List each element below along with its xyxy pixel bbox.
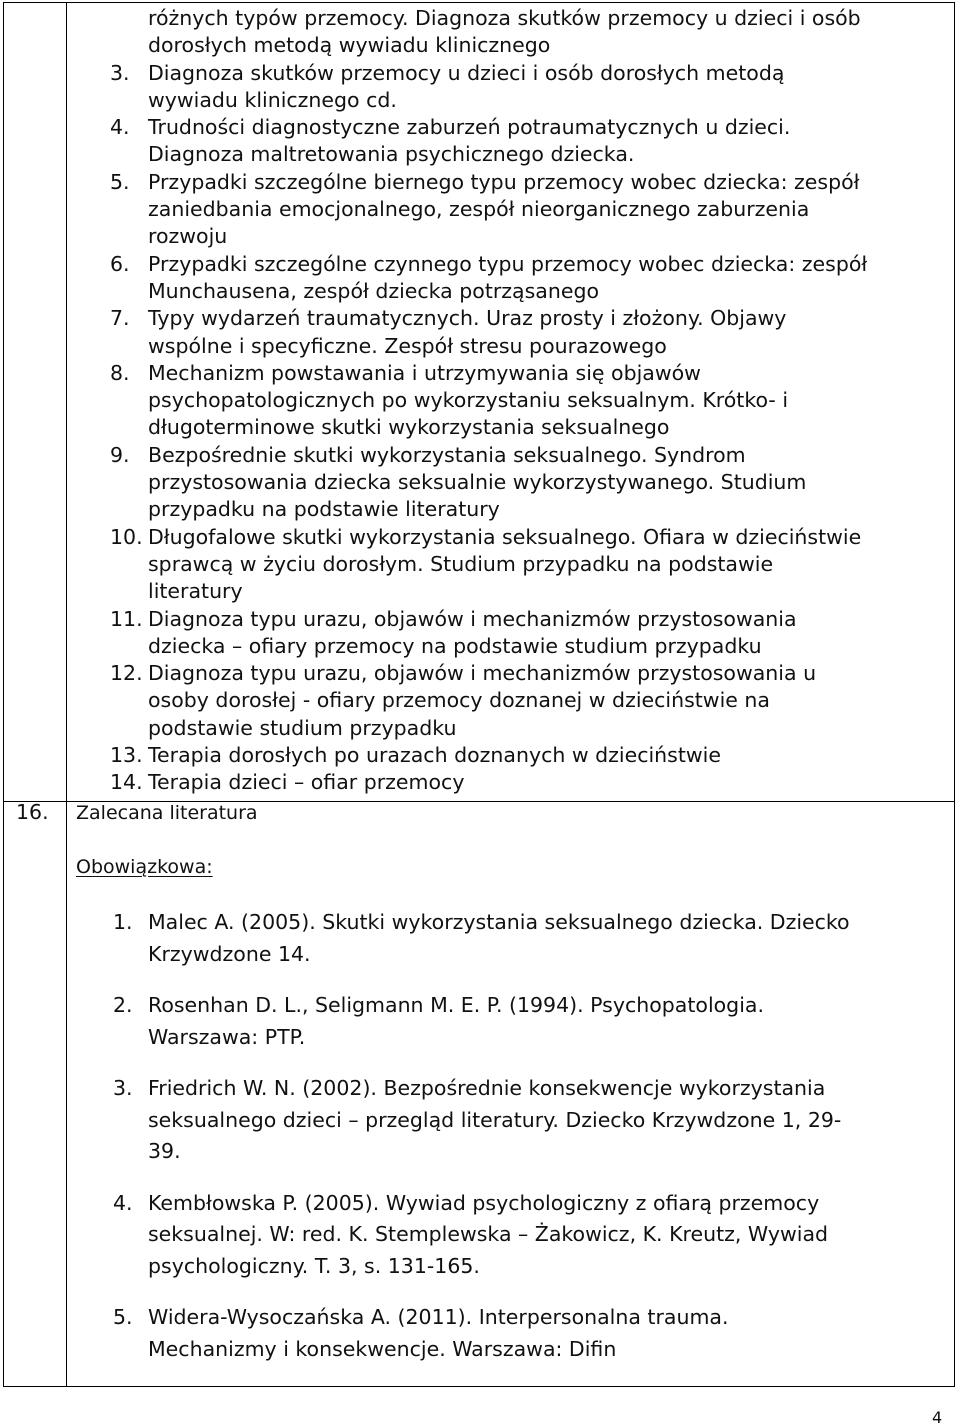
reference-line: 39.: [148, 1139, 181, 1163]
reference-line: Krzywdzone 14.: [148, 941, 311, 966]
topic-item: [0, 442, 940, 524]
topic-number: 14.: [110, 770, 143, 795]
topic-line: Przypadki szczególne biernego typu przemocy wobec dziecka: zespół: [148, 169, 860, 194]
topic-line: dziecka – ofiary przemocy na podstawie studium przypadku: [148, 633, 762, 658]
topic-lead-line: dorosłych metodą wywiadu klinicznego: [148, 33, 551, 58]
page-number: 4: [932, 1408, 943, 1427]
topic-number: 9.: [110, 442, 130, 467]
topic-line: podstawie studium przypadku: [148, 715, 457, 740]
topic-line: psychopatologicznych po wykorzystaniu seksualnym. Krótko- i: [148, 388, 789, 413]
reference-line: Rosenhan D. L., Seligmann M. E. P. (1994). Psychopatologia.: [148, 993, 764, 1017]
topic-number: 5.: [110, 169, 130, 194]
topic-line: Typy wydarzeń traumatycznych. Uraz prosty i złożony. Objawy: [148, 306, 787, 331]
topic-number: 6.: [110, 251, 130, 276]
topic-line: Diagnoza typu urazu, objawów i mechanizmów przystosowania u: [148, 661, 817, 686]
topic-line: Diagnoza skutków przemocy u dzieci i osób dorosłych metodą: [148, 60, 785, 85]
topic-line: wspólne i specyficzne. Zespół stresu pourazowego: [148, 333, 667, 358]
reference-line: Warszawa: PTP.: [148, 1024, 306, 1049]
reference-line: Friedrich W. N. (2002). Bezpośrednie konsekwencje wykorzystania: [148, 1076, 826, 1100]
topic-item: [0, 742, 940, 769]
reference-item: [0, 1073, 940, 1168]
topic-line: literatury: [148, 579, 243, 604]
section-number: 16.: [16, 800, 49, 824]
topic-line: sprawcą w życiu dorosłym. Studium przypadku na podstawie: [148, 551, 774, 576]
topic-item: [0, 660, 940, 742]
reference-item: [0, 990, 940, 1053]
topic-item: [0, 524, 940, 606]
topic-number: 3.: [110, 60, 130, 85]
reference-number: 2.: [113, 993, 133, 1017]
topic-lead-line: różnych typów przemocy. Diagnoza skutków przemocy u dzieci i osób: [148, 6, 861, 30]
topic-line: osoby dorosłej - ofiary przemocy doznanej w dzieciństwie na: [148, 688, 770, 713]
topic-line: Terapia dorosłych po urazach doznanych w dzieciństwie: [148, 743, 721, 768]
topic-item: [0, 114, 940, 169]
topic-number: 8.: [110, 360, 130, 385]
reference-line: Malec A. (2005). Skutki wykorzystania seksualnego dziecka. Dziecko: [148, 910, 850, 934]
reference-number: 5.: [113, 1305, 133, 1329]
topic-line: Trudności diagnostyczne zaburzeń potraumatycznych u dzieci.: [148, 115, 791, 140]
topic-number: 11.: [110, 606, 143, 631]
section-title: Zalecana literatura: [76, 802, 258, 824]
reference-line: Widera-Wysoczańska A. (2011). Interpersonalna trauma.: [148, 1305, 729, 1329]
topic-item: [0, 360, 940, 442]
topic-line: Munchausena, zespół dziecka potrząsanego: [148, 278, 600, 303]
topic-item: [0, 60, 940, 115]
topic-item: [0, 251, 940, 306]
topic-line: Przypadki szczególne czynnego typu przemocy wobec dziecka: zespół: [148, 251, 868, 276]
reference-item: [0, 1188, 940, 1283]
topic-line: zaniedbania emocjonalnego, zespół nieorganicznego zaburzenia: [148, 197, 810, 222]
reference-number: 3.: [113, 1076, 133, 1100]
reference-line: seksualnego dzieci – przegląd literatury. Dziecko Krzywdzone 1, 29-: [148, 1107, 842, 1132]
reference-item: [0, 1302, 940, 1365]
topic-number: 10.: [110, 524, 143, 549]
topic-item: [0, 606, 940, 661]
reference-line: psychologiczny. T. 3, s. 131-165.: [148, 1253, 480, 1278]
reference-line: Kembłowska P. (2005). Wywiad psychologiczny z ofiarą przemocy: [148, 1190, 820, 1215]
topic-item: [0, 169, 940, 251]
topic-line: długoterminowe skutki wykorzystania seksualnego: [148, 415, 670, 440]
topic-line: rozwoju: [148, 224, 228, 249]
topic-item: [0, 305, 940, 360]
reference-item: [0, 907, 940, 970]
required-reading-heading: Obowiązkowa:: [76, 856, 213, 878]
topic-line: Diagnoza maltretowania psychicznego dziecka.: [148, 142, 635, 167]
topic-number: 13.: [110, 743, 143, 768]
topic-number: 12.: [110, 661, 143, 686]
topic-line: Terapia dzieci – ofiar przemocy: [148, 770, 465, 795]
topic-lead: [0, 5, 940, 60]
reference-line: Mechanizmy i konsekwencje. Warszawa: Difin: [148, 1336, 617, 1361]
reference-number: 1.: [113, 910, 133, 934]
reference-list: [0, 907, 940, 1385]
reference-line: seksualnej. W: red. K. Stemplewska – Żakowicz, K. Kreutz, Wywiad: [148, 1222, 829, 1246]
topic-line: Bezpośrednie skutki wykorzystania seksualnego. Syndrom: [148, 442, 746, 467]
topic-item: [0, 769, 940, 796]
topic-list: [0, 5, 940, 797]
topic-line: Długofalowe skutki wykorzystania seksualnego. Ofiara w dzieciństwie: [148, 524, 862, 549]
topic-line: wywiadu klinicznego cd.: [148, 87, 397, 112]
topic-number: 7.: [110, 306, 130, 331]
reference-number: 4.: [113, 1190, 133, 1215]
topic-line: Diagnoza typu urazu, objawów i mechanizmów przystosowania: [148, 606, 797, 631]
topic-line: przystosowania dziecka seksualnie wykorzystywanego. Studium: [148, 470, 807, 495]
topic-number: 4.: [110, 115, 130, 140]
topic-line: przypadku na podstawie literatury: [148, 497, 500, 522]
topic-line: Mechanizm powstawania i utrzymywania się objawów: [148, 360, 701, 385]
